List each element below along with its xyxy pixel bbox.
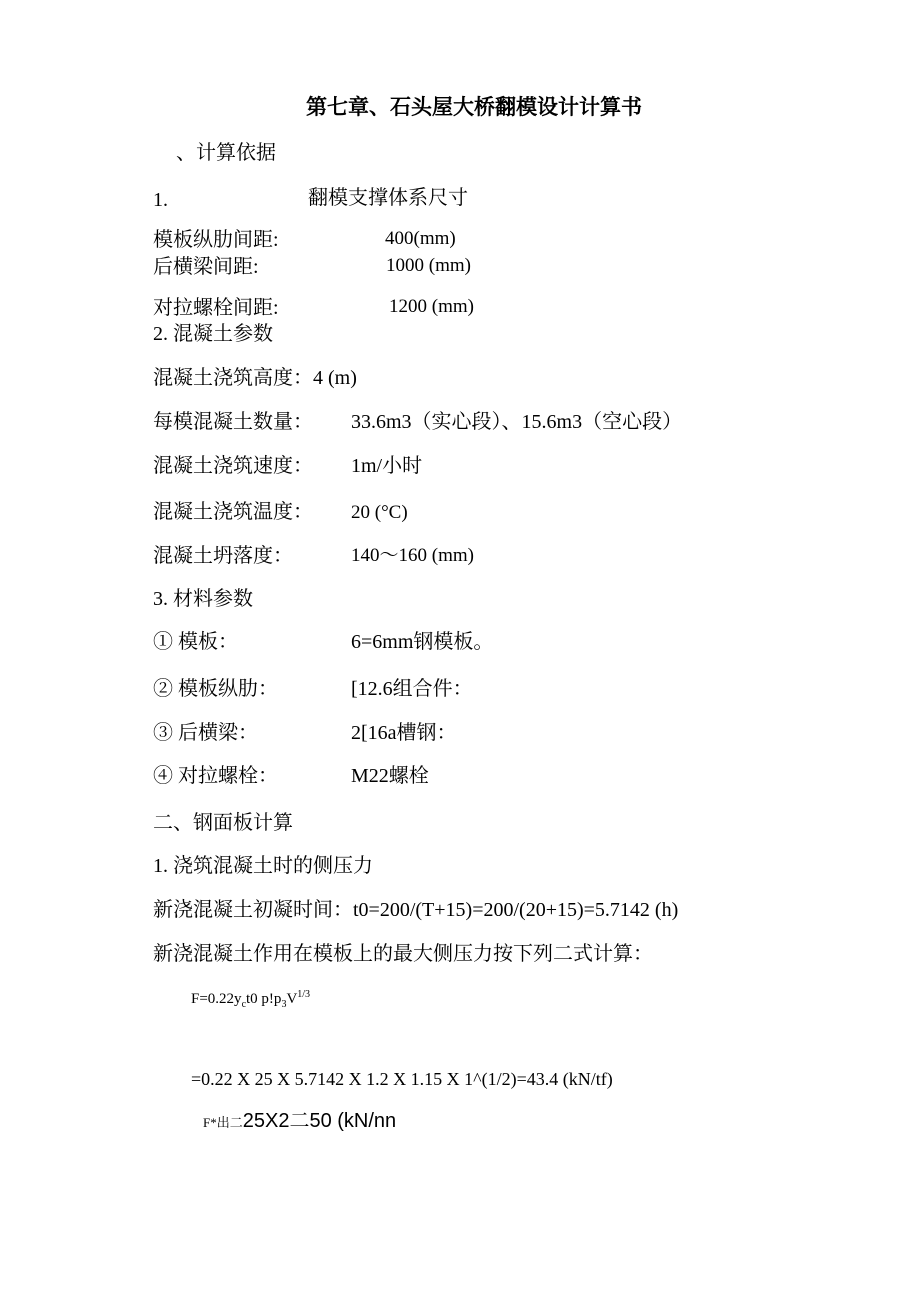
formula-superscript: 1/3 <box>297 989 311 1000</box>
material-label: ④ 对拉螺栓： <box>153 765 278 787</box>
item1-number: 1. <box>153 189 168 211</box>
calc-line-2-prefix: F*出二 <box>203 1115 243 1130</box>
material-label: ① 模板： <box>153 631 238 653</box>
param-value: 1200 (mm) <box>389 296 474 317</box>
concrete-label: 混凝土浇筑速度： <box>153 455 313 477</box>
item2-heading: 2. 混凝土参数 <box>153 323 273 345</box>
concrete-label: 混凝土浇筑温度： <box>153 501 313 523</box>
formula-subscript-c: c <box>241 999 247 1010</box>
material-value: M22螺栓 <box>351 765 429 787</box>
calc-line-2-main: 25X2二50 (kN/nn <box>242 1110 397 1132</box>
item1-text: 翻模支撑体系尺寸 <box>308 187 468 209</box>
formula-part-c: V <box>286 991 298 1007</box>
concrete-label: 每模混凝土数量： <box>153 411 313 433</box>
subsection-heading: 1. 浇筑混凝土时的侧压力 <box>153 855 373 877</box>
concrete-value: 33.6m3（实心段）、15.6m3（空心段） <box>351 411 683 433</box>
concrete-value: 140～160 (mm) <box>351 545 474 566</box>
param-value: 400(mm) <box>385 228 456 249</box>
param-value: 1000 (mm) <box>386 255 471 276</box>
page-title: 第七章、石头屋大桥翻模设计计算书 <box>306 95 642 119</box>
section1-heading: 、计算依据 <box>176 142 276 164</box>
calc-line-1: =0.22 X 25 X 5.7142 X 1.2 X 1.15 X 1^(1/2)=43.4 (kN/tf) <box>191 1069 613 1089</box>
concrete-value: 20 (°C) <box>351 502 408 523</box>
formula-subscript-3: 3 <box>281 999 287 1010</box>
concrete-label: 混凝土坍落度： <box>153 545 293 567</box>
section2-heading: 二、钢面板计算 <box>153 812 293 834</box>
init-time-line: 新浇混凝土初凝时间：t0=200/(T+15)=200/(20+15)=5.7142 (h) <box>153 899 679 921</box>
formula-part-b: t0 p!p <box>246 991 282 1007</box>
calc-line-2 <box>203 1111 396 1131</box>
param-label: 后横梁间距: <box>153 256 259 278</box>
formula-line <box>191 989 311 1010</box>
param-label: 模板纵肋间距: <box>153 229 279 251</box>
material-value: [12.6组合件： <box>351 678 473 700</box>
material-value: 6=6mm钢模板。 <box>351 631 494 653</box>
param-label: 对拉螺栓间距: <box>153 297 279 319</box>
material-label: ② 模板纵肋： <box>153 678 278 700</box>
material-label: ③ 后横梁： <box>153 722 258 744</box>
item3-heading: 3. 材料参数 <box>153 588 253 610</box>
material-value: 2[16a槽钢： <box>351 722 457 744</box>
concrete-value: 1m/小时 <box>351 455 423 477</box>
pour-height: 混凝土浇筑高度：4 (m) <box>153 367 357 389</box>
formula-part-a: F=0.22y <box>191 991 242 1007</box>
max-pressure-line: 新浇混凝土作用在模板上的最大侧压力按下列二式计算： <box>153 943 653 965</box>
